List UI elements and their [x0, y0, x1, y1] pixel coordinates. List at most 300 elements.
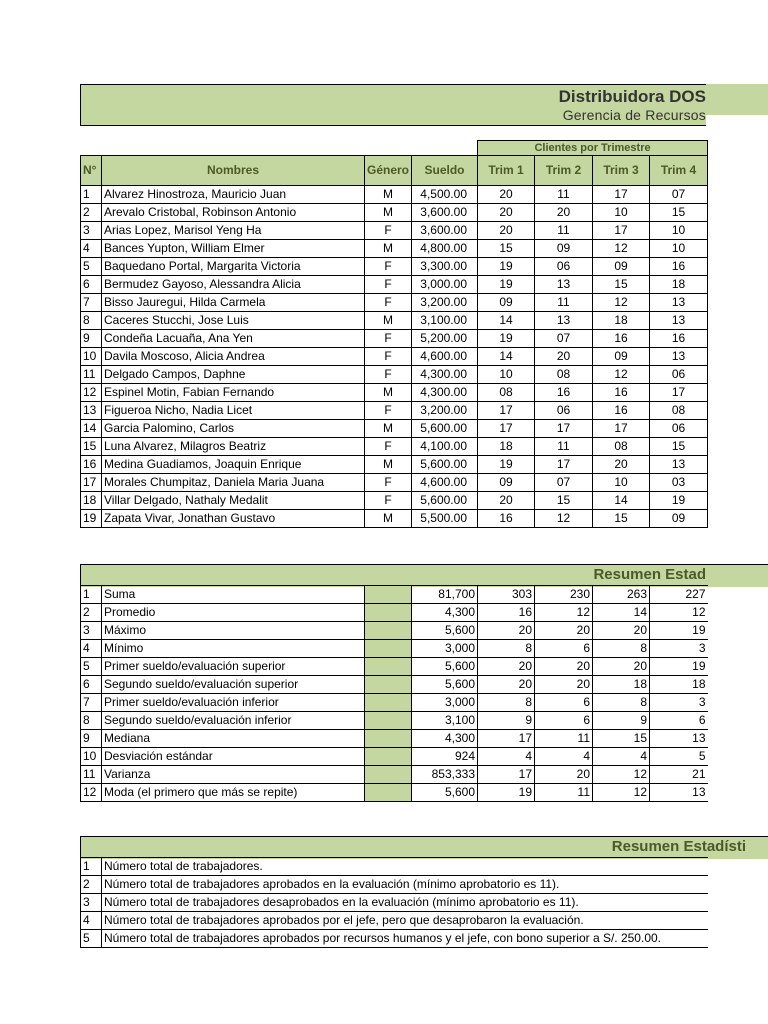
employee-name: Condeña Lacuaña, Ana Yen [102, 330, 365, 348]
trim4-stat: 6 [650, 712, 708, 730]
row-number: 1 [81, 186, 102, 204]
stat-label: Primer sueldo/evaluación inferior [102, 694, 365, 712]
trim2-value: 17 [535, 420, 593, 438]
gender-stat-empty [365, 694, 412, 712]
trim4-stat: 18 [650, 676, 708, 694]
trim3-stat: 20 [593, 622, 650, 640]
row-number: 16 [81, 456, 102, 474]
trim1-stat: 9 [478, 712, 535, 730]
trim3-value: 20 [593, 456, 650, 474]
trim4-stat: 12 [650, 604, 708, 622]
trim3-value: 12 [593, 294, 650, 312]
trim1-value: 14 [478, 348, 535, 366]
salary: 5,600.00 [412, 420, 478, 438]
gender-stat-empty [365, 748, 412, 766]
trim4-value: 18 [650, 276, 708, 294]
trim4-stat: 19 [650, 658, 708, 676]
trim3-value: 14 [593, 492, 650, 510]
summary-question: Número total de trabajadores desaprobados en la evaluación (mínimo aprobatorio es 11). [102, 894, 708, 912]
stat-label: Desviación estándar [102, 748, 365, 766]
trim3-value: 10 [593, 204, 650, 222]
trim4-value: 19 [650, 492, 708, 510]
col-header-trim2: Trim 2 [535, 156, 593, 186]
salary: 4,600.00 [412, 348, 478, 366]
row-number: 2 [81, 604, 102, 622]
salary-stat: 5,600 [412, 658, 478, 676]
salary: 3,000.00 [412, 276, 478, 294]
gender: F [365, 276, 412, 294]
trim3-stat: 8 [593, 640, 650, 658]
trim3-stat: 18 [593, 676, 650, 694]
trim2-stat: 6 [535, 640, 593, 658]
trim2-value: 06 [535, 402, 593, 420]
table-row [81, 438, 708, 456]
row-number: 10 [81, 748, 102, 766]
table-row [81, 312, 708, 330]
gender: F [365, 402, 412, 420]
gender: M [365, 240, 412, 258]
table-row [81, 730, 708, 748]
row-number: 1 [81, 858, 102, 876]
row-number: 14 [81, 420, 102, 438]
trim2-value: 11 [535, 222, 593, 240]
trim2-stat: 11 [535, 730, 593, 748]
row-number: 11 [81, 366, 102, 384]
table-row [81, 640, 708, 658]
row-number: 12 [81, 384, 102, 402]
table-row [81, 658, 708, 676]
table-row [81, 676, 708, 694]
row-number: 11 [81, 766, 102, 784]
trim1-value: 09 [478, 294, 535, 312]
gender-stat-empty [365, 586, 412, 604]
summary-question: Número total de trabajadores aprobados por recursos humanos y el jefe, con bono superior a S/. 250.00. [102, 930, 708, 948]
gender-stat-empty [365, 766, 412, 784]
gender-stat-empty [365, 712, 412, 730]
summary-question: Número total de trabajadores aprobados por el jefe, pero que desaprobaron la evaluación. [102, 912, 708, 930]
blank-cell [81, 141, 478, 156]
trim2-value: 12 [535, 510, 593, 528]
trim3-value: 08 [593, 438, 650, 456]
gender: M [365, 204, 412, 222]
trim3-stat: 14 [593, 604, 650, 622]
trim2-stat: 20 [535, 676, 593, 694]
table-row [81, 894, 708, 912]
trim4-stat: 13 [650, 784, 708, 802]
trim1-stat: 4 [478, 748, 535, 766]
trim1-value: 14 [478, 312, 535, 330]
gender: F [365, 294, 412, 312]
trim4-stat: 5 [650, 748, 708, 766]
table-row [81, 456, 708, 474]
trim3-value: 17 [593, 186, 650, 204]
trim2-stat: 20 [535, 658, 593, 676]
row-number: 7 [81, 294, 102, 312]
table-row [81, 204, 708, 222]
row-number: 5 [81, 258, 102, 276]
trim1-value: 19 [478, 330, 535, 348]
trim3-value: 17 [593, 420, 650, 438]
col-header-trim3: Trim 3 [593, 156, 650, 186]
employee-name: Arias Lopez, Marisol Yeng Ha [102, 222, 365, 240]
gender: M [365, 456, 412, 474]
trim3-stat: 9 [593, 712, 650, 730]
summary-question: Número total de trabajadores. [102, 858, 708, 876]
trim1-value: 20 [478, 204, 535, 222]
trim2-value: 11 [535, 438, 593, 456]
col-header-trim1: Trim 1 [478, 156, 535, 186]
table-row [81, 858, 708, 876]
row-number: 8 [81, 312, 102, 330]
employee-name: Bances Yupton, William Elmer [102, 240, 365, 258]
trim2-value: 16 [535, 384, 593, 402]
table-row [81, 330, 708, 348]
col-header-gender: Género [365, 156, 412, 186]
gender: M [365, 510, 412, 528]
trim4-value: 13 [650, 312, 708, 330]
trim4-stat: 3 [650, 694, 708, 712]
trim1-value: 20 [478, 492, 535, 510]
table-row [81, 604, 708, 622]
employees-table [80, 140, 708, 528]
trim3-value: 12 [593, 366, 650, 384]
stats-table [80, 585, 708, 802]
salary-stat: 5,600 [412, 676, 478, 694]
trim2-value: 09 [535, 240, 593, 258]
trim4-value: 10 [650, 240, 708, 258]
trim1-value: 19 [478, 456, 535, 474]
gender-stat-empty [365, 730, 412, 748]
row-number: 6 [81, 276, 102, 294]
trim1-value: 19 [478, 258, 535, 276]
stat-label: Segundo sueldo/evaluación inferior [102, 712, 365, 730]
trim3-stat: 15 [593, 730, 650, 748]
gender: F [365, 438, 412, 456]
employee-name: Medina Guadiamos, Joaquin Enrique [102, 456, 365, 474]
trim4-value: 17 [650, 384, 708, 402]
gender: F [365, 258, 412, 276]
trim1-stat: 303 [478, 586, 535, 604]
trim3-value: 15 [593, 276, 650, 294]
stat-label: Mínimo [102, 640, 365, 658]
gender: M [365, 186, 412, 204]
trim4-value: 16 [650, 330, 708, 348]
salary: 3,200.00 [412, 294, 478, 312]
row-number: 7 [81, 694, 102, 712]
summary-question: Número total de trabajadores aprobados en la evaluación (mínimo aprobatorio es 11). [102, 876, 708, 894]
stat-label: Mediana [102, 730, 365, 748]
employee-name: Figueroa Nicho, Nadia Licet [102, 402, 365, 420]
stat-label: Moda (el primero que más se repite) [102, 784, 365, 802]
row-number: 4 [81, 240, 102, 258]
trim4-value: 06 [650, 420, 708, 438]
row-number: 6 [81, 676, 102, 694]
trim3-value: 09 [593, 258, 650, 276]
trim1-stat: 20 [478, 622, 535, 640]
trim2-value: 11 [535, 186, 593, 204]
trim1-value: 16 [478, 510, 535, 528]
trim2-stat: 11 [535, 784, 593, 802]
trim1-value: 20 [478, 186, 535, 204]
row-number: 15 [81, 438, 102, 456]
trim4-value: 13 [650, 456, 708, 474]
trim1-value: 09 [478, 474, 535, 492]
table-row [81, 294, 708, 312]
trim4-value: 13 [650, 294, 708, 312]
gender-stat-empty [365, 640, 412, 658]
table-row [81, 474, 708, 492]
salary: 4,800.00 [412, 240, 478, 258]
stat-label: Varianza [102, 766, 365, 784]
col-header-no: N° [81, 156, 102, 186]
gender: F [365, 222, 412, 240]
gender-stat-empty [365, 676, 412, 694]
trim4-stat: 227 [650, 586, 708, 604]
trim4-stat: 13 [650, 730, 708, 748]
trim2-stat: 12 [535, 604, 593, 622]
trim3-stat: 12 [593, 784, 650, 802]
trim2-stat: 20 [535, 766, 593, 784]
row-number: 5 [81, 658, 102, 676]
trim3-value: 09 [593, 348, 650, 366]
row-number: 4 [81, 640, 102, 658]
salary: 4,300.00 [412, 384, 478, 402]
salary: 3,300.00 [412, 258, 478, 276]
table-row [81, 366, 708, 384]
trim3-value: 18 [593, 312, 650, 330]
employee-name: Luna Alvarez, Milagros Beatriz [102, 438, 365, 456]
table-row [81, 784, 708, 802]
trim2-stat: 6 [535, 712, 593, 730]
salary: 5,600.00 [412, 456, 478, 474]
trim3-value: 12 [593, 240, 650, 258]
trim4-stat: 19 [650, 622, 708, 640]
trim3-stat: 8 [593, 694, 650, 712]
trim2-value: 06 [535, 258, 593, 276]
trim4-value: 07 [650, 186, 708, 204]
trim2-stat: 6 [535, 694, 593, 712]
trim1-value: 17 [478, 402, 535, 420]
page-title: Distribuidora DOS [558, 87, 706, 106]
column-header-row [81, 156, 708, 186]
row-number: 1 [81, 586, 102, 604]
salary: 3,200.00 [412, 402, 478, 420]
employee-name: Baquedano Portal, Margarita Victoria [102, 258, 365, 276]
trim1-value: 08 [478, 384, 535, 402]
trim3-value: 10 [593, 474, 650, 492]
trim2-value: 08 [535, 366, 593, 384]
gender: F [365, 366, 412, 384]
trim3-value: 16 [593, 330, 650, 348]
col-header-trim4: Trim 4 [650, 156, 708, 186]
trim2-value: 07 [535, 330, 593, 348]
salary: 4,600.00 [412, 474, 478, 492]
trim3-value: 17 [593, 222, 650, 240]
gender: F [365, 330, 412, 348]
trim2-stat: 20 [535, 622, 593, 640]
employee-name: Arevalo Cristobal, Robinson Antonio [102, 204, 365, 222]
trim2-value: 15 [535, 492, 593, 510]
salary-stat: 4,300 [412, 604, 478, 622]
gender: M [365, 312, 412, 330]
summary-table [80, 857, 708, 948]
table-row [81, 586, 708, 604]
row-number: 5 [81, 930, 102, 948]
salary: 4,100.00 [412, 438, 478, 456]
group-header: Clientes por Trimestre [478, 141, 708, 156]
trim1-stat: 20 [478, 676, 535, 694]
trim4-value: 13 [650, 348, 708, 366]
trim4-value: 15 [650, 204, 708, 222]
gender-stat-empty [365, 622, 412, 640]
trim1-value: 17 [478, 420, 535, 438]
table-row [81, 186, 708, 204]
salary: 5,200.00 [412, 330, 478, 348]
row-number: 12 [81, 784, 102, 802]
trim4-value: 03 [650, 474, 708, 492]
trim4-value: 08 [650, 402, 708, 420]
row-number: 10 [81, 348, 102, 366]
row-number: 19 [81, 510, 102, 528]
employee-name: Bermudez Gayoso, Alessandra Alicia [102, 276, 365, 294]
employee-name: Garcia Palomino, Carlos [102, 420, 365, 438]
table-row [81, 258, 708, 276]
employee-name: Bisso Jauregui, Hilda Carmela [102, 294, 365, 312]
trim4-stat: 3 [650, 640, 708, 658]
row-number: 3 [81, 622, 102, 640]
table-row [81, 930, 708, 948]
trim1-stat: 17 [478, 766, 535, 784]
trim3-stat: 4 [593, 748, 650, 766]
salary-stat: 5,600 [412, 622, 478, 640]
trim3-stat: 20 [593, 658, 650, 676]
table-row [81, 222, 708, 240]
summary-title: Resumen Estadísti [611, 838, 746, 855]
trim3-stat: 263 [593, 586, 650, 604]
employee-name: Morales Chumpitaz, Daniela Maria Juana [102, 474, 365, 492]
gender: F [365, 492, 412, 510]
gender-stat-empty [365, 784, 412, 802]
salary-stat: 4,300 [412, 730, 478, 748]
trim2-stat: 230 [535, 586, 593, 604]
table-row [81, 420, 708, 438]
trim1-value: 10 [478, 366, 535, 384]
row-number: 3 [81, 222, 102, 240]
col-header-salary: Sueldo [412, 156, 478, 186]
salary: 4,300.00 [412, 366, 478, 384]
stats-title: Resumen Estad [593, 566, 706, 583]
trim4-value: 16 [650, 258, 708, 276]
table-row [81, 510, 708, 528]
employee-name: Alvarez Hinostroza, Mauricio Juan [102, 186, 365, 204]
table-row [81, 694, 708, 712]
salary: 3,600.00 [412, 204, 478, 222]
group-header-row [81, 141, 708, 156]
table-row [81, 876, 708, 894]
gender: M [365, 420, 412, 438]
salary-stat: 3,100 [412, 712, 478, 730]
table-row [81, 766, 708, 784]
stat-label: Suma [102, 586, 365, 604]
salary: 3,100.00 [412, 312, 478, 330]
gender: F [365, 348, 412, 366]
salary-stat: 3,000 [412, 694, 478, 712]
trim3-value: 15 [593, 510, 650, 528]
salary: 5,600.00 [412, 492, 478, 510]
trim1-value: 18 [478, 438, 535, 456]
table-row [81, 712, 708, 730]
trim2-value: 11 [535, 294, 593, 312]
gender: M [365, 384, 412, 402]
table-row [81, 622, 708, 640]
trim2-stat: 4 [535, 748, 593, 766]
employee-name: Caceres Stucchi, Jose Luis [102, 312, 365, 330]
table-row [81, 240, 708, 258]
row-number: 2 [81, 204, 102, 222]
trim1-stat: 17 [478, 730, 535, 748]
page-subtitle: Gerencia de Recursos [562, 107, 706, 123]
header-banner [80, 84, 706, 126]
row-number: 18 [81, 492, 102, 510]
trim1-stat: 16 [478, 604, 535, 622]
employee-name: Delgado Campos, Daphne [102, 366, 365, 384]
header-overflow-strip [706, 84, 768, 115]
trim3-value: 16 [593, 402, 650, 420]
salary-stat: 924 [412, 748, 478, 766]
trim3-stat: 12 [593, 766, 650, 784]
row-number: 13 [81, 402, 102, 420]
table-row [81, 748, 708, 766]
stat-label: Máximo [102, 622, 365, 640]
salary: 5,500.00 [412, 510, 478, 528]
employee-name: Davila Moscoso, Alicia Andrea [102, 348, 365, 366]
trim2-value: 17 [535, 456, 593, 474]
table-row [81, 348, 708, 366]
salary-stat: 853,333 [412, 766, 478, 784]
gender-stat-empty [365, 658, 412, 676]
row-number: 9 [81, 730, 102, 748]
trim4-value: 06 [650, 366, 708, 384]
trim1-stat: 20 [478, 658, 535, 676]
salary-stat: 81,700 [412, 586, 478, 604]
trim2-value: 20 [535, 204, 593, 222]
row-number: 17 [81, 474, 102, 492]
trim1-stat: 19 [478, 784, 535, 802]
row-number: 8 [81, 712, 102, 730]
row-number: 2 [81, 876, 102, 894]
trim4-value: 09 [650, 510, 708, 528]
employee-name: Espinel Motin, Fabian Fernando [102, 384, 365, 402]
trim1-stat: 8 [478, 694, 535, 712]
employee-name: Villar Delgado, Nathaly Medalit [102, 492, 365, 510]
salary: 3,600.00 [412, 222, 478, 240]
trim2-value: 13 [535, 312, 593, 330]
stat-label: Primer sueldo/evaluación superior [102, 658, 365, 676]
gender-stat-empty [365, 604, 412, 622]
salary-stat: 5,600 [412, 784, 478, 802]
trim4-stat: 21 [650, 766, 708, 784]
trim1-value: 15 [478, 240, 535, 258]
trim2-value: 13 [535, 276, 593, 294]
table-row [81, 402, 708, 420]
col-header-names: Nombres [102, 156, 365, 186]
trim1-value: 19 [478, 276, 535, 294]
table-row [81, 492, 708, 510]
table-row [81, 384, 708, 402]
trim1-value: 20 [478, 222, 535, 240]
row-number: 3 [81, 894, 102, 912]
salary-stat: 3,000 [412, 640, 478, 658]
